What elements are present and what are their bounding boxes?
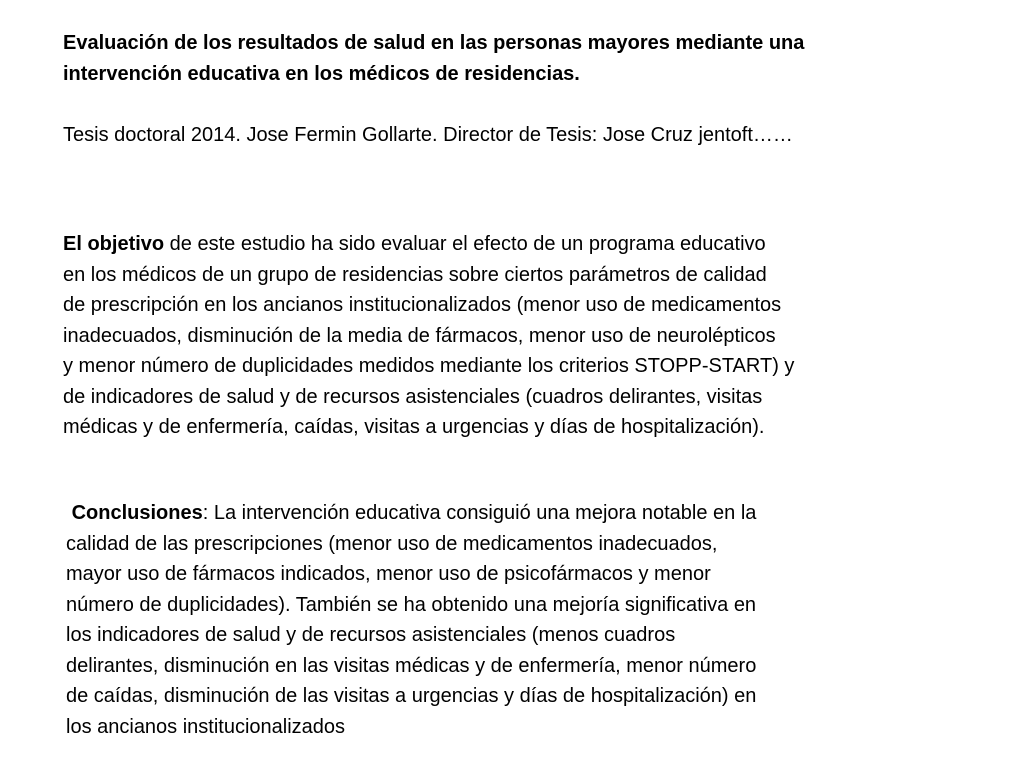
conclusions-paragraph xyxy=(66,498,756,742)
objective-line: inadecuados, disminución de la media de fármacos, menor uso de neurolépticos xyxy=(63,324,776,347)
conclusions-lead: Conclusiones xyxy=(71,502,203,524)
conclusions-line: de caídas, disminución de las visitas a urgencias y días de hospitalización) en xyxy=(66,685,757,707)
title-line-2: intervención educativa en los médicos de residencias. xyxy=(63,63,580,85)
conclusions-line-1 xyxy=(66,498,756,529)
objective-line: médicas y de enfermería, caídas, visitas a urgencias y días de hospitalización). xyxy=(63,416,765,438)
objective-paragraph xyxy=(63,229,794,443)
document-title xyxy=(63,28,804,90)
objective-line: de prescripción en los ancianos institucionalizados (menor uso de medicamentos xyxy=(63,294,782,316)
objective-line-1-text: de este estudio ha sido evaluar el efecto de un programa educativo xyxy=(164,233,766,255)
objective-line: y menor número de duplicidades medidos mediante los criterios STOPP-START) y xyxy=(63,355,795,377)
conclusions-line: delirantes, disminución en las visitas médicas y de enfermería, menor número xyxy=(66,654,757,677)
objective-line: en los médicos de un grupo de residencias sobre ciertos parámetros de calidad xyxy=(63,263,767,286)
conclusions-line: los ancianos institucionalizados xyxy=(66,715,346,738)
conclusions-line: mayor uso de fármacos indicados, menor uso de psicofármacos y menor xyxy=(66,563,711,585)
objective-lead: El objetivo xyxy=(63,233,165,255)
conclusions-line: calidad de las prescripciones (menor uso de medicamentos inadecuados, xyxy=(66,532,718,555)
title-line-1: Evaluación de los resultados de salud en las personas mayores mediante una xyxy=(63,32,805,54)
objective-line-1 xyxy=(63,229,794,260)
conclusions-line: número de duplicidades). También se ha obtenido una mejoría significativa en xyxy=(66,593,757,616)
objective-line: de indicadores de salud y de recursos asistenciales (cuadros delirantes, visitas xyxy=(63,385,763,408)
thesis-info: Tesis doctoral 2014. Jose Fermin Gollarte. Director de Tesis: Jose Cruz jentoft…… xyxy=(63,124,793,146)
conclusions-line: los indicadores de salud y de recursos asistenciales (menos cuadros xyxy=(66,624,676,646)
conclusions-line-1-text: : La intervención educativa consiguió una mejora notable en la xyxy=(202,502,757,524)
